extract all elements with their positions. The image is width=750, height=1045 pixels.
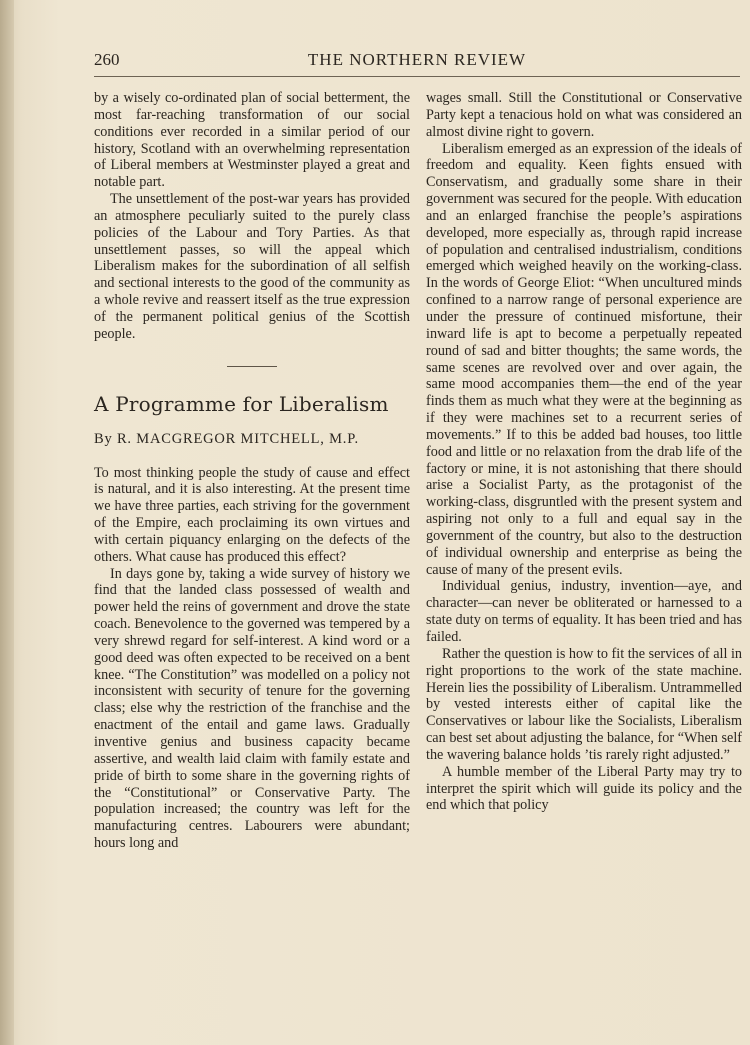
paragraph: by a wisely co-ordinated plan of social betterment, the most far-reaching transformation of our social conditions ever recorded in a similar period of our history, Scotland with an overwhelming representation of Liberal members at Westminster played a great and notable part. (94, 90, 410, 191)
paragraph: The unsettlement of the post-war years has provided an atmosphere peculiarly suited to the purely class policies of the Labour and Tory Parties. As that unsettlement passes, so will the appeal which Liberalism makes for the subordination of all selfish and sectional interests to the good of the community as a whole revive and reassert itself as the true expression of the permanent political genius of the Scottish people. (94, 191, 410, 342)
paragraph: wages small. Still the Constitutional or Conservative Party kept a tenacious hold on what was considered an almost divine right to govern. (426, 90, 742, 140)
article-byline: By R. MACGREGOR MITCHELL, M.P. (94, 430, 359, 447)
page-binding-edge (0, 0, 14, 1045)
paragraph: A humble member of the Liberal Party may try to interpret the spirit which will guide its policy and the end which that policy (426, 763, 742, 814)
article-title: A Programme for Liberalism (94, 391, 389, 416)
running-header (94, 48, 740, 74)
section-divider (227, 366, 277, 367)
left-column (94, 90, 410, 852)
paragraph: Rather the question is how to fit the services of all in right proportions to the work of the state machine. Herein lies the possibility of Liberalism. Untrammelled by vested interests either of capital like the Conservatives or labour like the Socialists, Liberalism can best set about adjusting the balance, for “When self the wavering balance holds ’tis rarely right adjusted.” (426, 645, 742, 763)
header-rule (94, 76, 740, 77)
paragraph: Liberalism emerged as an expression of the ideals of freedom and equality. Keen fights ensued with Conservatism, and gradually some share in their government was secured for the people. With education and an enlarged franchise the people’s aspirations developed, more especially as, through rapid increase of population and centralised industrialism, conditions emerged which weighed heavily on the working-class. In the words of George Eliot: “When uncultured minds confined to a narrow range of personal experience are under the pressure of continued misfortune, their inward life is apt to become a perpetually repeated round of sad and bitter thoughts; the same words, the same scenes are revolved over and over again, the same mood accompanies them—the end of the year finds them as much what they were at the beginning as if they were machines set to a recurrent series of movements.” If to this be added bad houses, too little food and little or no relaxation from the drab life of the factory or mine, it is not astonishing that there should arise a Socialist Party, as the protagonist of the working-class, disgruntled with the present system and aspiring not only to a full and equal say in the government of the country, but also to the destruction of individual ownership and enterprise as being the cause of many of the present evils. (426, 140, 742, 578)
paragraph: To most thinking people the study of cause and effect is natural, and it is also interesting. At the present time we have three parties, each striving for the government of the Empire, each proclaiming its own virtues and with certain piquancy enlarging on the defects of the others. What cause has produced this effect? (94, 464, 410, 565)
journal-title: THE NORTHERN REVIEW (307, 50, 527, 69)
paragraph: Individual genius, industry, invention—aye, and character—can never be obliterated or harnessed to a state duty on terms of equality. It has been tried and has failed. (426, 578, 742, 645)
page-number: 260 (94, 50, 120, 69)
right-column (426, 90, 742, 814)
paragraph: In days gone by, taking a wide survey of history we find that the landed class possessed of wealth and power held the reins of government and drove the state coach. Benevolence to the governed was tempered by a very shrewd regard for self-interest. A kind word or a good deed was often expected to be received on a bent knee. “The Constitution” was modelled on a policy not inconsistent with security of tenure for the governing class; else why the restriction of the franchise and the enactment of the entail and game laws. Gradually inventive genius and business capacity became assertive, and wealth laid claim with family estate and pride of birth to some share in the governing rights of the “Constitutional” or Conservative Party. The population increased; the country was left for the manufacturing centres. Labourers were abundant; hours long and (94, 565, 410, 852)
